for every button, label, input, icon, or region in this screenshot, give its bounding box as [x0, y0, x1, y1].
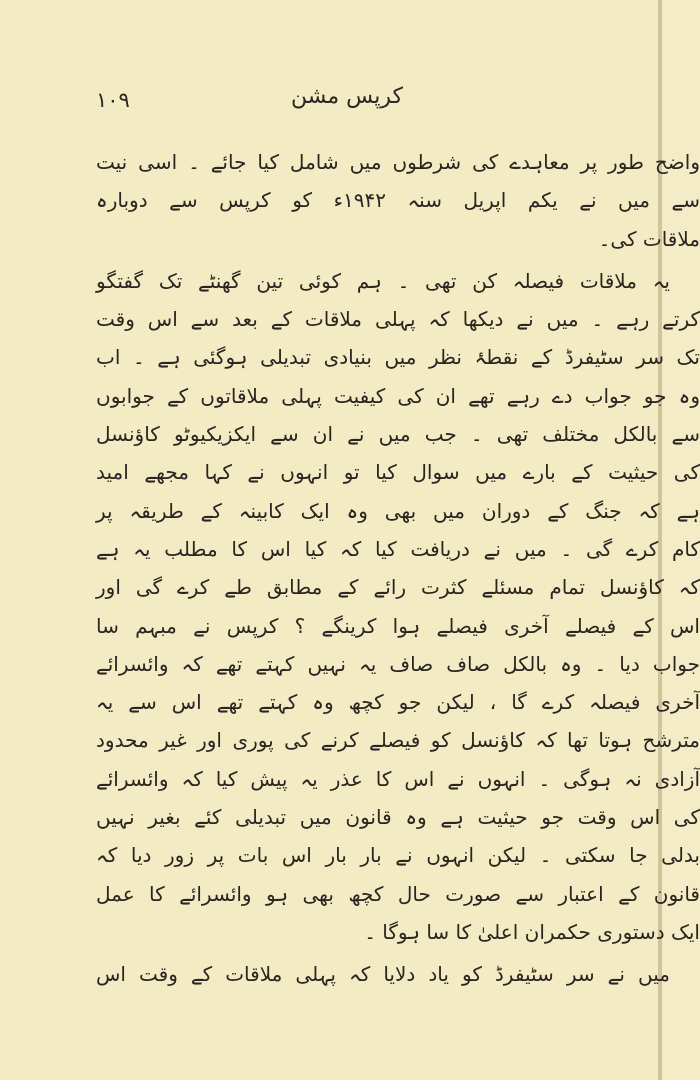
paragraph-start-line: یہ ملاقات فیصلہ کن تھی ۔ ہم کوئی تین گھنٹے تک گفتگو [96, 268, 670, 293]
running-title: کرپس مشن [291, 84, 403, 109]
body-text [96, 143, 700, 994]
text-line: کہ کاؤنسل تمام مسئلے کثرت رائے کے مطابق طے کرے گی اور [96, 575, 700, 600]
page-header [96, 84, 598, 124]
text-line: مترشح ہوتا تھا کہ کاؤنسل کو فیصلے کرنے کی پوری اور غیر محدود [96, 728, 700, 753]
text-line: وہ جو جواب دے رہے تھے ان کی کیفیت پہلی ملاقاتوں کے جوابوں [96, 383, 700, 408]
text-line: جواب دیا ۔ وہ بالکل صاف صاف یہ نہیں کہتے تھے کہ وائسرائے [96, 651, 700, 676]
text-line: سے بالکل مختلف تھی ۔ جب میں نے ان سے ایکزیکیوٹو کاؤنسل [96, 422, 700, 447]
text-line: کام کرے گی ۔ میں نے دریافت کیا کہ کیا اس کا مطلب یہ ہے [96, 536, 700, 561]
text-line: بدلی جا سکتی ۔ لیکن انہوں نے بار بار اس بات پر زور دیا کہ [96, 843, 700, 868]
text-line: آخری فیصلہ کرے گا ، لیکن جو کچھ وہ کہتے تھے اس سے یہ [96, 690, 700, 715]
text-line: ملاقات کی۔ [598, 226, 700, 251]
text-line: اس کے فیصلے آخری فیصلے ہوا کرینگے ؟ کرپس نے مبہم سا [96, 613, 700, 638]
text-line: ہے کہ جنگ کے دوران میں بھی وہ ایک کابینہ کے طریقہ پر [96, 498, 700, 523]
text-line: تک سر سٹیفرڈ کے نقطۂ نظر میں بنیادی تبدیلی ہوگئی ہے ۔ اب [96, 345, 700, 370]
text-line: قانون کے اعتبار سے صورت حال کچھ بھی ہو وائسرائے کا عمل [96, 881, 700, 906]
text-line: ایک دستوری حکمران اعلیٰ کا سا ہوگا ۔ [364, 919, 700, 944]
page-number: ١٠٩ [96, 88, 130, 112]
text-line: کی حیثیت کے بارے میں سوال کیا تو انہوں نے کہا مجھے امید [96, 460, 700, 485]
text-line: آزادی نہ ہوگی ۔ انہوں نے اس کا عذر یہ پیش کیا کہ وائسرائے [96, 766, 700, 791]
paragraph-start-line: میں نے سر سٹیفرڈ کو یاد دلایا کہ پہلی ملاقات کے وقت اس [96, 962, 670, 987]
text-line: کرتے رہے ۔ میں نے دیکھا کہ پہلی ملاقات کے بعد سے اس وقت [96, 307, 700, 332]
text-line: سے میں نے یکم اپریل سنہ ۱۹۴۲ء کو کرپس سے دوبارہ [96, 188, 700, 213]
text-line: واضح طور پر معاہدے کی شرطوں میں شامل کیا جائے ۔ اسی نیت [96, 150, 700, 174]
text-line: کی اس وقت جو حیثیت ہے وہ قانون میں تبدیلی کئے بغیر نہیں [96, 805, 700, 830]
